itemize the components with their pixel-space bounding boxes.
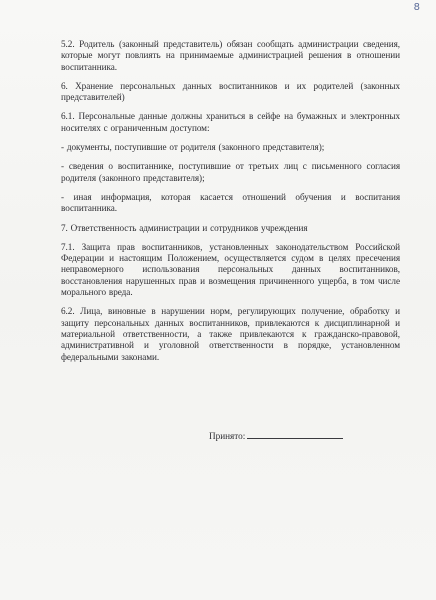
paragraph-7-1: 7.1. Защита прав воспитанников, установленных законодательством Российской Федерации и настоящим Положением, осуществляется судом в целях пресечения неправомерного использования персональных данных воспитанников, восстановления нарушенных прав и возмещения причиненного ущерба, в том числе морального вреда. — [61, 241, 400, 298]
section-heading-7: 7. Ответственность администрации и сотрудников учреждения — [61, 222, 308, 233]
page-number: 8 — [413, 2, 420, 13]
paragraph-6-1: 6.1. Персональные данные должны храниться в сейфе на бумажных и электронных носителях с ограниченным доступом: — [61, 111, 400, 133]
list-item-documents: - документы, поступившие от родителя (законного представителя); — [61, 142, 325, 153]
list-item-child-information: - сведения о воспитаннике, поступившие от третьих лиц с письменного согласия родителя (законного представителя); — [61, 161, 400, 183]
approval-signature — [209, 429, 343, 442]
paragraph-5-2: 5.2. Родитель (законный представитель) обязан сообщать администрации сведения, которые могут повлиять на принимаемые администрацией решения в отношении воспитанника. — [61, 39, 400, 72]
approval-label: Принято: — [209, 431, 246, 441]
signature-line — [247, 429, 343, 439]
paragraph-6-2: 6.2. Лица, виновные в нарушении норм, регулирующих получение, обработку и защиту персональных данных воспитанников, привлекаются к дисциплинарной и материальной ответственности, а также привлекаются к гражданско-правовой, административной и уголовной ответственности в порядке, установленном федеральными законами. — [61, 306, 400, 362]
document-body — [61, 39, 400, 371]
list-item-other-information: - иная информация, которая касается отношений обучения и воспитания воспитанника. — [61, 191, 400, 214]
section-heading-6: 6. Хранение персональных данных воспитанников и их родителей (законных представителей) — [61, 80, 400, 103]
